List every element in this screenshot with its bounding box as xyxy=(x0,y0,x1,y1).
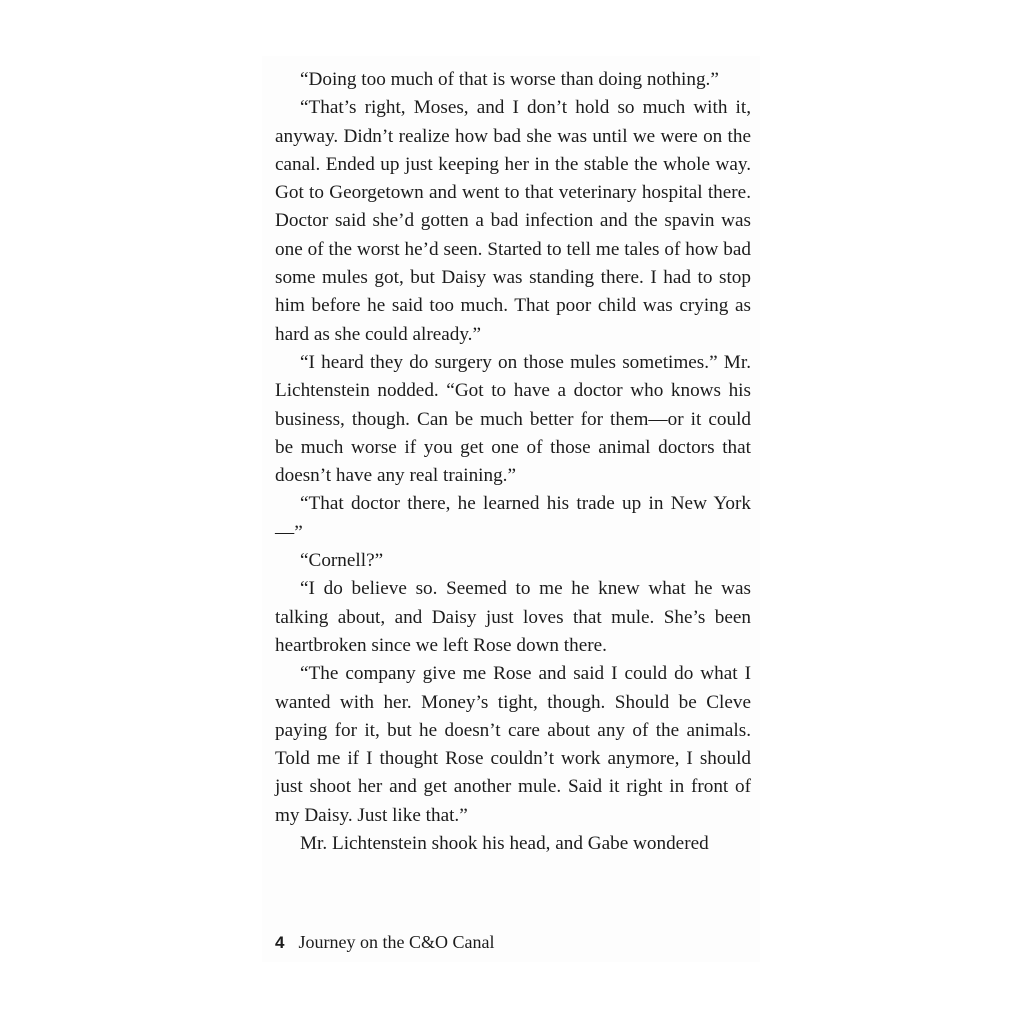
paragraph: “That doctor there, he learned his trade up in New York—” xyxy=(275,493,751,543)
page-number: 4 xyxy=(275,933,285,952)
paragraph: “I do believe so. Seemed to me he knew what he was talking about, and Daisy just loves that mule. She’s been heartbroken since we left Rose down there. xyxy=(275,578,751,656)
paragraph: “That’s right, Moses, and I don’t hold so much with it, anyway. Didn’t realize how bad she was until we were on the canal. Ended up just keeping her in the stable the whole way. Got to Georgetown and went to that veterinary hospital there. Doctor said she’d gotten a bad infection and the spavin was one of the worst he’d seen. Started to tell me tales of how bad some mules got, but Daisy was standing there. I had to stop him before he said too much. That poor child was crying as hard as she could already.” xyxy=(275,97,751,345)
paragraph: “Cornell?” xyxy=(300,550,384,572)
paragraph: “The company give me Rose and said I could do what I wanted with her. Money’s tight, though. Should be Cleve paying for it, but he doesn’t care about any of the animals. Told me if I thought Rose couldn’t work anymore, I should just shoot her and get another mule. Said it right in front of my Daisy. Just like that.” xyxy=(275,663,751,826)
paragraph: Mr. Lichtenstein shook his head, and Gabe wondered xyxy=(300,833,709,855)
page-footer xyxy=(275,928,494,957)
paragraph: “I heard they do surgery on those mules sometimes.” Mr. Lichtenstein nodded. “Got to have a doctor who knows his business, though. Can be much better for them—or it could be much worse if you get one of those animal doctors that doesn’t have any real training.” xyxy=(275,351,751,487)
running-title: Journey on the C&O Canal xyxy=(298,932,495,952)
body-text xyxy=(275,66,751,858)
paragraph: “Doing too much of that is worse than doing nothing.” xyxy=(300,69,719,90)
